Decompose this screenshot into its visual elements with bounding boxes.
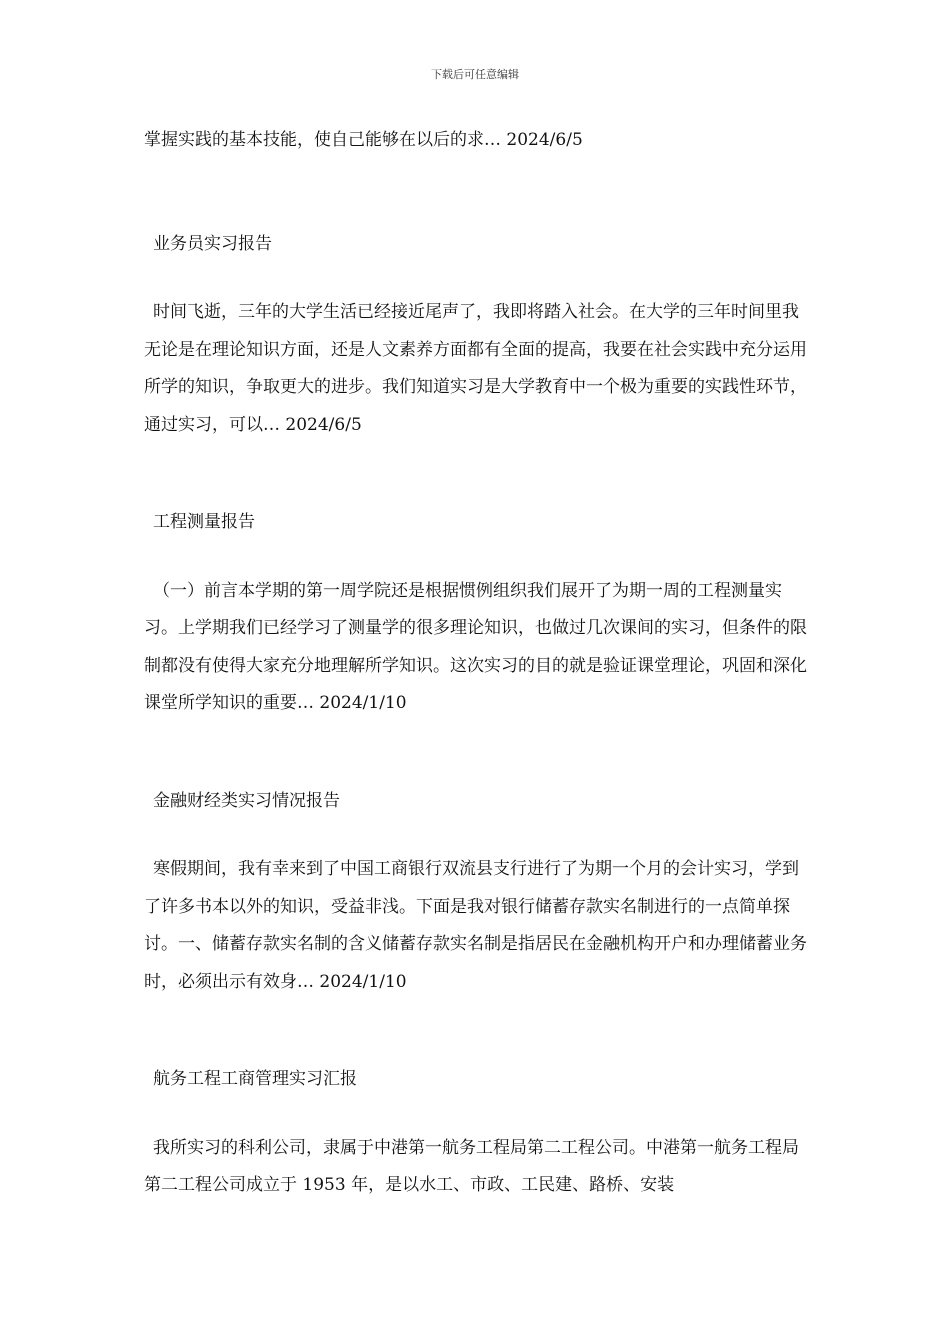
intro-paragraph: 掌握实践的基本技能，使自己能够在以后的求… 2024/6/5: [144, 130, 583, 150]
section-body-maritime-engineering: 我所实习的科利公司，隶属于中港第一航务工程局第二工程公司。中港第一航务工程局第二工程公司成立于 1953 年，是以水工、市政、工民建、路桥、安装: [144, 1137, 799, 1195]
document-body: [144, 122, 814, 1205]
section-body-survey-report: （一）前言本学期的第一周学院还是根据惯例组织我们展开了为期一周的工程测量实习。上学期我们已经学习了测量学的很多理论知识，也做过几次课间的实习，但条件的限制都没有使得大家充分地理解所学知识。这次实习的目的就是验证课堂理论，巩固和深化课堂所学知识的重要… 2024/1/10: [144, 580, 807, 713]
section-body-finance-internship: 寒假期间，我有幸来到了中国工商银行双流县支行进行了为期一个月的会计实习，学到了许多书本以外的知识，受益非浅。下面是我对银行储蓄存款实名制进行的一点简单探讨。一、储蓄存款实名制的含义储蓄存款实名制是指居民在金融机构开户和办理储蓄业务时，必须出示有效身… 2024/1/10: [144, 859, 807, 992]
page-header: 下载后可任意编辑: [431, 68, 519, 81]
section-title-maritime-engineering: 航务工程工商管理实习汇报: [153, 1069, 357, 1089]
section-title-finance-internship: 金融财经类实习情况报告: [153, 790, 340, 811]
section-body-sales-internship: 时间飞逝，三年的大学生活已经接近尾声了，我即将踏入社会。在大学的三年时间里我无论是在理论知识方面，还是人文素养方面都有全面的提高，我要在社会实践中充分运用所学的知识，争取更大的进步。我们知道实习是大学教育中一个极为重要的实践性环节，通过实习，可以… 2024/6/5: [144, 302, 807, 435]
section-title-survey-report: 工程测量报告: [153, 512, 255, 532]
section-title-sales-internship: 业务员实习报告: [153, 233, 272, 254]
